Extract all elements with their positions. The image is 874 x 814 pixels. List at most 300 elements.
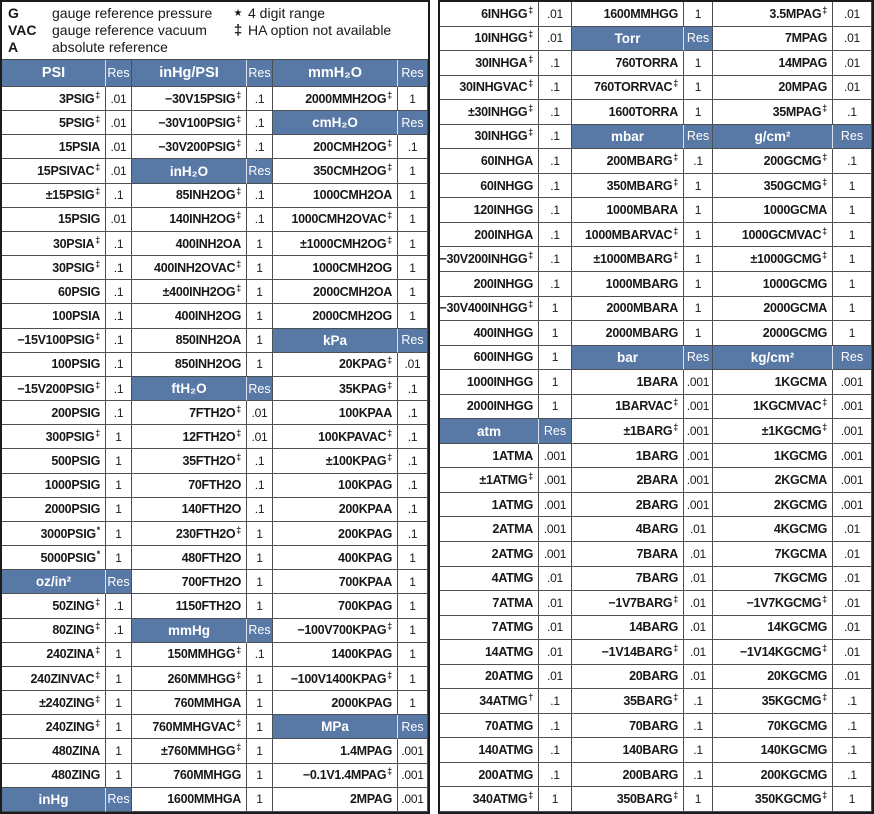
res-cell: .1 bbox=[247, 184, 273, 208]
res-cell: 1 bbox=[684, 787, 713, 812]
unit-cell: ±100KPAG ‡ bbox=[273, 449, 398, 473]
res-cell: 1 bbox=[684, 51, 713, 76]
unit-cell: 350CMH2OG ‡ bbox=[273, 159, 398, 183]
legend-reference-codes bbox=[8, 5, 228, 59]
legend-symbols bbox=[228, 5, 391, 59]
res-cell: 1 bbox=[684, 321, 713, 346]
res-cell: 1 bbox=[684, 2, 713, 27]
res-cell: .1 bbox=[539, 689, 572, 714]
res-cell: .1 bbox=[106, 280, 132, 304]
section-header-cell: kPa bbox=[273, 329, 398, 353]
legend bbox=[2, 2, 428, 60]
res-cell: 1 bbox=[247, 788, 273, 812]
res-cell: .1 bbox=[247, 111, 273, 135]
unit-cell: 200INHGA bbox=[440, 223, 539, 248]
res-cell: .01 bbox=[684, 616, 713, 641]
section-header-cell: Torr bbox=[572, 27, 684, 52]
res-cell: 1 bbox=[398, 159, 428, 183]
unit-cell: ±30INHGG ‡ bbox=[440, 100, 539, 125]
unit-cell: ±760MMHGG ‡ bbox=[132, 739, 247, 763]
section-header-cell: mmHg bbox=[132, 619, 247, 643]
unit-cell: −100V700KPAG ‡ bbox=[273, 619, 398, 643]
unit-cell: 7FTH2O ‡ bbox=[132, 401, 247, 425]
res-cell: .01 bbox=[247, 425, 273, 449]
res-cell: .01 bbox=[539, 616, 572, 641]
unit-cell: 70ATMG bbox=[440, 714, 539, 739]
unit-cell: 20BARG bbox=[572, 665, 684, 690]
res-cell: .01 bbox=[833, 567, 872, 592]
res-cell: .1 bbox=[539, 51, 572, 76]
res-cell: 1 bbox=[539, 321, 572, 346]
res-cell: .01 bbox=[833, 542, 872, 567]
res-cell: .1 bbox=[539, 272, 572, 297]
res-cell: 1 bbox=[247, 570, 273, 594]
unit-cell: 2000MMH2OG ‡ bbox=[273, 87, 398, 111]
res-cell: 1 bbox=[398, 280, 428, 304]
res-cell: .01 bbox=[106, 135, 132, 159]
res-cell: 1 bbox=[398, 304, 428, 328]
unit-cell: 30INHGVAC ‡ bbox=[440, 76, 539, 101]
res-cell: 1 bbox=[833, 247, 872, 272]
unit-cell: −30V200PSIG ‡ bbox=[132, 135, 247, 159]
res-cell: .1 bbox=[833, 100, 872, 125]
section-res-header-cell: Res bbox=[833, 125, 872, 150]
unit-cell: 3PSIG ‡ bbox=[2, 87, 106, 111]
unit-cell: 6INHGG ‡ bbox=[440, 2, 539, 27]
res-cell: .1 bbox=[684, 763, 713, 788]
section-res-header-cell: Res bbox=[247, 60, 273, 87]
res-cell: .001 bbox=[539, 517, 572, 542]
unit-cell: 1ATMG bbox=[440, 493, 539, 518]
unit-cell: 1600MMHGG bbox=[572, 2, 684, 27]
res-cell: .1 bbox=[247, 643, 273, 667]
unit-cell: 350BARG ‡ bbox=[572, 787, 684, 812]
res-cell: 1 bbox=[247, 256, 273, 280]
res-cell: .001 bbox=[398, 764, 428, 788]
unit-cell: 15PSIVAC ‡ bbox=[2, 159, 106, 183]
unit-cell: 14ATMG bbox=[440, 640, 539, 665]
section-res-header-cell: Res bbox=[539, 419, 572, 444]
res-cell: 1 bbox=[106, 546, 132, 570]
unit-cell: 60INHGG bbox=[440, 174, 539, 199]
section-header-cell: mbar bbox=[572, 125, 684, 150]
res-cell: 1 bbox=[247, 739, 273, 763]
unit-cell: 70BARG bbox=[572, 714, 684, 739]
section-header-cell: atm bbox=[440, 419, 539, 444]
unit-cell: 20ATMG bbox=[440, 665, 539, 690]
unit-cell: 2000GCMG bbox=[713, 321, 833, 346]
res-cell: .001 bbox=[833, 493, 872, 518]
unit-cell: 80ZING ‡ bbox=[2, 619, 106, 643]
res-cell: 1 bbox=[106, 691, 132, 715]
unit-cell: 2000INHGG bbox=[440, 395, 539, 420]
unit-cell: 30INHGA ‡ bbox=[440, 51, 539, 76]
res-cell: .1 bbox=[539, 763, 572, 788]
unit-cell: 200PSIG bbox=[2, 401, 106, 425]
res-cell: .01 bbox=[833, 616, 872, 641]
res-cell: 1 bbox=[106, 474, 132, 498]
res-cell: .1 bbox=[684, 149, 713, 174]
unit-cell: 300PSIG ‡ bbox=[2, 425, 106, 449]
unit-cell: 200MBARG ‡ bbox=[572, 149, 684, 174]
res-cell: .01 bbox=[247, 401, 273, 425]
section-res-header-cell: Res bbox=[684, 27, 713, 52]
res-cell: .001 bbox=[398, 788, 428, 812]
unit-cell: 7BARG bbox=[572, 567, 684, 592]
res-cell: 1 bbox=[684, 174, 713, 199]
unit-cell: 240ZINA ‡ bbox=[2, 643, 106, 667]
res-cell: .1 bbox=[398, 449, 428, 473]
res-cell: 1 bbox=[106, 715, 132, 739]
res-cell: 1 bbox=[247, 232, 273, 256]
res-cell: .01 bbox=[833, 640, 872, 665]
res-cell: .01 bbox=[833, 2, 872, 27]
unit-cell: −30V100PSIG ‡ bbox=[132, 111, 247, 135]
res-cell: .1 bbox=[833, 763, 872, 788]
section-header-cell: kg/cm² bbox=[713, 346, 833, 371]
res-cell: .01 bbox=[833, 76, 872, 101]
unit-cell: 2BARG bbox=[572, 493, 684, 518]
res-cell: .01 bbox=[684, 640, 713, 665]
left-range-grid bbox=[2, 60, 428, 812]
unit-cell: 1BARVAC ‡ bbox=[572, 395, 684, 420]
unit-cell: 2KGCMG bbox=[713, 493, 833, 518]
res-cell: .001 bbox=[684, 419, 713, 444]
unit-cell: 760MMHGVAC ‡ bbox=[132, 715, 247, 739]
res-cell: 1 bbox=[247, 522, 273, 546]
res-cell: .001 bbox=[833, 395, 872, 420]
unit-cell: 2000MBARG bbox=[572, 321, 684, 346]
res-cell: .1 bbox=[833, 689, 872, 714]
res-cell: .001 bbox=[539, 444, 572, 469]
section-header-cell: g/cm² bbox=[713, 125, 833, 150]
unit-cell: 120INHGG bbox=[440, 198, 539, 223]
unit-cell: ±1000MBARG ‡ bbox=[572, 247, 684, 272]
res-cell: .1 bbox=[684, 738, 713, 763]
res-cell: 1 bbox=[398, 619, 428, 643]
res-cell: .001 bbox=[684, 444, 713, 469]
section-header-cell: inHg/PSI bbox=[132, 60, 247, 87]
res-cell: 1 bbox=[684, 76, 713, 101]
res-cell: .001 bbox=[684, 370, 713, 395]
unit-cell: 700KPAG bbox=[273, 594, 398, 618]
unit-cell: 400INH2OVAC ‡ bbox=[132, 256, 247, 280]
res-cell: .1 bbox=[106, 232, 132, 256]
res-cell: .1 bbox=[398, 498, 428, 522]
unit-cell: 1600MMHGA bbox=[132, 788, 247, 812]
unit-cell: 400INH2OG bbox=[132, 304, 247, 328]
unit-cell: 850INH2OA bbox=[132, 329, 247, 353]
unit-cell: 4ATMG bbox=[440, 567, 539, 592]
res-cell: 1 bbox=[106, 522, 132, 546]
section-res-header-cell: Res bbox=[833, 346, 872, 371]
res-cell: 1 bbox=[247, 594, 273, 618]
legend-desc: gauge reference vacuum bbox=[52, 22, 207, 38]
unit-cell: 35KPAG ‡ bbox=[273, 377, 398, 401]
unit-cell: 2KGCMA bbox=[713, 468, 833, 493]
res-cell: .001 bbox=[684, 395, 713, 420]
unit-cell: 1000GCMA bbox=[713, 198, 833, 223]
unit-cell: 100KPAVAC ‡ bbox=[273, 425, 398, 449]
res-cell: 1 bbox=[833, 297, 872, 322]
res-cell: .1 bbox=[398, 474, 428, 498]
unit-cell: 2000CMH2OG bbox=[273, 304, 398, 328]
unit-cell: 760MMHGG bbox=[132, 764, 247, 788]
res-cell: .1 bbox=[684, 714, 713, 739]
res-cell: 1 bbox=[247, 304, 273, 328]
res-cell: .1 bbox=[539, 76, 572, 101]
unit-cell: 260MMHGG ‡ bbox=[132, 667, 247, 691]
res-cell: .01 bbox=[684, 567, 713, 592]
unit-cell: −100V1400KPAG ‡ bbox=[273, 667, 398, 691]
res-cell: 1 bbox=[247, 353, 273, 377]
res-cell: .1 bbox=[539, 714, 572, 739]
res-cell: .001 bbox=[833, 468, 872, 493]
legend-desc: gauge reference pressure bbox=[52, 5, 213, 21]
section-res-header-cell: Res bbox=[684, 125, 713, 150]
unit-cell: 7MPAG bbox=[713, 27, 833, 52]
section-res-header-cell: Res bbox=[398, 111, 428, 135]
section-res-header-cell: Res bbox=[398, 329, 428, 353]
res-cell: .1 bbox=[106, 329, 132, 353]
res-cell: 1 bbox=[247, 764, 273, 788]
res-cell: .1 bbox=[106, 184, 132, 208]
legend-code: A bbox=[8, 39, 19, 55]
unit-cell: 2ATMG bbox=[440, 542, 539, 567]
res-cell: .01 bbox=[684, 665, 713, 690]
unit-cell: 200KPAG bbox=[273, 522, 398, 546]
res-cell: .001 bbox=[539, 468, 572, 493]
unit-cell: 140ATMG bbox=[440, 738, 539, 763]
res-cell: .001 bbox=[833, 444, 872, 469]
unit-cell: 35FTH2O ‡ bbox=[132, 449, 247, 473]
res-cell: 1 bbox=[398, 208, 428, 232]
unit-cell: 35BARG ‡ bbox=[572, 689, 684, 714]
legend-row bbox=[8, 5, 228, 22]
unit-cell: 1400KPAG bbox=[273, 643, 398, 667]
res-cell: .01 bbox=[106, 87, 132, 111]
section-header-cell: PSI bbox=[2, 60, 106, 87]
res-cell: .01 bbox=[539, 640, 572, 665]
res-cell: 1 bbox=[539, 297, 572, 322]
res-cell: 1 bbox=[106, 667, 132, 691]
unit-cell: 340ATMG ‡ bbox=[440, 787, 539, 812]
res-cell: .1 bbox=[106, 594, 132, 618]
res-cell: .1 bbox=[106, 304, 132, 328]
section-header-cell: ftH₂O bbox=[132, 377, 247, 401]
section-res-header-cell: Res bbox=[247, 377, 273, 401]
legend-row bbox=[228, 22, 391, 39]
res-cell: .1 bbox=[247, 474, 273, 498]
res-cell: 1 bbox=[398, 256, 428, 280]
unit-cell: ±15PSIG ‡ bbox=[2, 184, 106, 208]
res-cell: 1 bbox=[684, 297, 713, 322]
unit-cell: 200KGCMG bbox=[713, 763, 833, 788]
res-cell: 1 bbox=[833, 174, 872, 199]
res-cell: 1 bbox=[106, 498, 132, 522]
unit-cell: 1BARG bbox=[572, 444, 684, 469]
unit-cell: 85INH2OG ‡ bbox=[132, 184, 247, 208]
legend-desc: HA option not available bbox=[248, 22, 392, 38]
res-cell: .1 bbox=[398, 425, 428, 449]
res-cell: 1 bbox=[539, 787, 572, 812]
res-cell: 1 bbox=[247, 667, 273, 691]
res-cell: 1 bbox=[539, 395, 572, 420]
unit-cell: 100PSIG bbox=[2, 353, 106, 377]
res-cell: 1 bbox=[247, 280, 273, 304]
unit-cell: 30PSIG ‡ bbox=[2, 256, 106, 280]
unit-cell: 500PSIG bbox=[2, 449, 106, 473]
legend-row bbox=[228, 5, 391, 22]
legend-desc: 4 digit range bbox=[248, 5, 326, 21]
unit-cell: 14KGCMG bbox=[713, 616, 833, 641]
res-cell: 1 bbox=[106, 449, 132, 473]
unit-cell: 1000MBARVAC ‡ bbox=[572, 223, 684, 248]
unit-cell: 480FTH2O bbox=[132, 546, 247, 570]
res-cell: 1 bbox=[539, 370, 572, 395]
section-header-cell: mmH₂O bbox=[273, 60, 398, 87]
unit-cell: 350MBARG ‡ bbox=[572, 174, 684, 199]
res-cell: 1 bbox=[398, 594, 428, 618]
unit-cell: 7KGCMA bbox=[713, 542, 833, 567]
res-cell: 1 bbox=[398, 691, 428, 715]
res-cell: 1 bbox=[398, 87, 428, 111]
section-res-header-cell: Res bbox=[247, 159, 273, 183]
res-cell: 1 bbox=[684, 247, 713, 272]
section-header-cell: bar bbox=[572, 346, 684, 371]
res-cell: .01 bbox=[398, 353, 428, 377]
res-cell: .001 bbox=[539, 542, 572, 567]
unit-cell: 140INH2OG ‡ bbox=[132, 208, 247, 232]
unit-cell: −15V100PSIG ‡ bbox=[2, 329, 106, 353]
unit-cell: 3000PSIG * bbox=[2, 522, 106, 546]
unit-cell: 20KGCMG bbox=[713, 665, 833, 690]
unit-cell: 1.4MPAG bbox=[273, 739, 398, 763]
legend-desc: absolute reference bbox=[52, 39, 168, 55]
section-res-header-cell: Res bbox=[684, 346, 713, 371]
res-cell: .1 bbox=[539, 738, 572, 763]
unit-cell: 140KGCMG bbox=[713, 738, 833, 763]
unit-cell: 480ZINA bbox=[2, 739, 106, 763]
res-cell: 1 bbox=[398, 546, 428, 570]
unit-cell: 2ATMA bbox=[440, 517, 539, 542]
res-cell: 1 bbox=[106, 425, 132, 449]
unit-cell: 1150FTH2O bbox=[132, 594, 247, 618]
unit-cell: 10INHGG ‡ bbox=[440, 27, 539, 52]
res-cell: .01 bbox=[833, 591, 872, 616]
unit-cell: 1KGCMG bbox=[713, 444, 833, 469]
res-cell: 1 bbox=[684, 198, 713, 223]
unit-cell: ±1BARG ‡ bbox=[572, 419, 684, 444]
unit-cell: 1000MBARG bbox=[572, 272, 684, 297]
res-cell: 1 bbox=[106, 764, 132, 788]
unit-cell: 14MPAG bbox=[713, 51, 833, 76]
right-table bbox=[438, 0, 874, 814]
res-cell: 1 bbox=[247, 546, 273, 570]
unit-cell: 15PSIA bbox=[2, 135, 106, 159]
unit-cell: 34ATMG † bbox=[440, 689, 539, 714]
unit-cell: ±240ZING ‡ bbox=[2, 691, 106, 715]
section-res-header-cell: Res bbox=[398, 60, 428, 87]
section-header-cell: oz/in² bbox=[2, 570, 106, 594]
res-cell: 1 bbox=[684, 272, 713, 297]
unit-cell: 30INHGG ‡ bbox=[440, 125, 539, 150]
res-cell: .001 bbox=[833, 370, 872, 395]
unit-cell: 760TORRA bbox=[572, 51, 684, 76]
unit-cell: 2000MBARA bbox=[572, 297, 684, 322]
unit-cell: 240ZING ‡ bbox=[2, 715, 106, 739]
unit-cell: 1000CMH2OG bbox=[273, 256, 398, 280]
unit-cell: 200INHGG bbox=[440, 272, 539, 297]
unit-cell: 760MMHGA bbox=[132, 691, 247, 715]
res-cell: .1 bbox=[247, 498, 273, 522]
section-header-cell: cmH₂O bbox=[273, 111, 398, 135]
res-cell: 1 bbox=[398, 232, 428, 256]
res-cell: .1 bbox=[539, 100, 572, 125]
unit-cell: 5000PSIG * bbox=[2, 546, 106, 570]
res-cell: .1 bbox=[106, 256, 132, 280]
unit-cell: 3.5MPAG ‡ bbox=[713, 2, 833, 27]
res-cell: 1 bbox=[833, 787, 872, 812]
res-cell: .1 bbox=[398, 135, 428, 159]
res-cell: 1 bbox=[833, 272, 872, 297]
res-cell: .01 bbox=[539, 2, 572, 27]
res-cell: .01 bbox=[539, 27, 572, 52]
unit-cell: −1V7BARG ‡ bbox=[572, 591, 684, 616]
unit-cell: 230FTH2O ‡ bbox=[132, 522, 247, 546]
res-cell: .01 bbox=[684, 517, 713, 542]
res-cell: 1 bbox=[684, 100, 713, 125]
section-header-cell: MPa bbox=[273, 715, 398, 739]
unit-cell: 14BARG bbox=[572, 616, 684, 641]
unit-cell: 100KPAG bbox=[273, 474, 398, 498]
res-cell: .1 bbox=[539, 247, 572, 272]
unit-cell: 2000PSIG bbox=[2, 498, 106, 522]
unit-cell: 100KPAA bbox=[273, 401, 398, 425]
unit-cell: 400KPAG bbox=[273, 546, 398, 570]
unit-cell: ±1000CMH2OG ‡ bbox=[273, 232, 398, 256]
unit-cell: 350GCMG ‡ bbox=[713, 174, 833, 199]
res-cell: .1 bbox=[247, 87, 273, 111]
res-cell: 1 bbox=[398, 184, 428, 208]
res-cell: .01 bbox=[833, 27, 872, 52]
unit-cell: 15PSIG bbox=[2, 208, 106, 232]
section-res-header-cell: Res bbox=[106, 788, 132, 812]
unit-cell: −15V200PSIG ‡ bbox=[2, 377, 106, 401]
unit-cell: 700FTH2O bbox=[132, 570, 247, 594]
unit-cell: 70KGCMG bbox=[713, 714, 833, 739]
res-cell: .1 bbox=[247, 135, 273, 159]
unit-cell: 140FTH2O bbox=[132, 498, 247, 522]
res-cell: 1 bbox=[833, 198, 872, 223]
unit-cell: 350KGCMG ‡ bbox=[713, 787, 833, 812]
unit-cell: 2000GCMA bbox=[713, 297, 833, 322]
unit-cell: 30PSIA ‡ bbox=[2, 232, 106, 256]
res-cell: .001 bbox=[398, 739, 428, 763]
unit-cell: 150MMHGG ‡ bbox=[132, 643, 247, 667]
unit-cell: 35KGCMG ‡ bbox=[713, 689, 833, 714]
unit-cell: −30V15PSIG ‡ bbox=[132, 87, 247, 111]
unit-cell: 850INH2OG bbox=[132, 353, 247, 377]
unit-cell: 1KGCMA bbox=[713, 370, 833, 395]
res-cell: .001 bbox=[539, 493, 572, 518]
unit-cell: −1V7KGCMG ‡ bbox=[713, 591, 833, 616]
res-cell: 1 bbox=[247, 715, 273, 739]
unit-cell: 1ATMA bbox=[440, 444, 539, 469]
unit-cell: 240ZINVAC ‡ bbox=[2, 667, 106, 691]
unit-cell: 2MPAG bbox=[273, 788, 398, 812]
res-cell: .1 bbox=[398, 522, 428, 546]
